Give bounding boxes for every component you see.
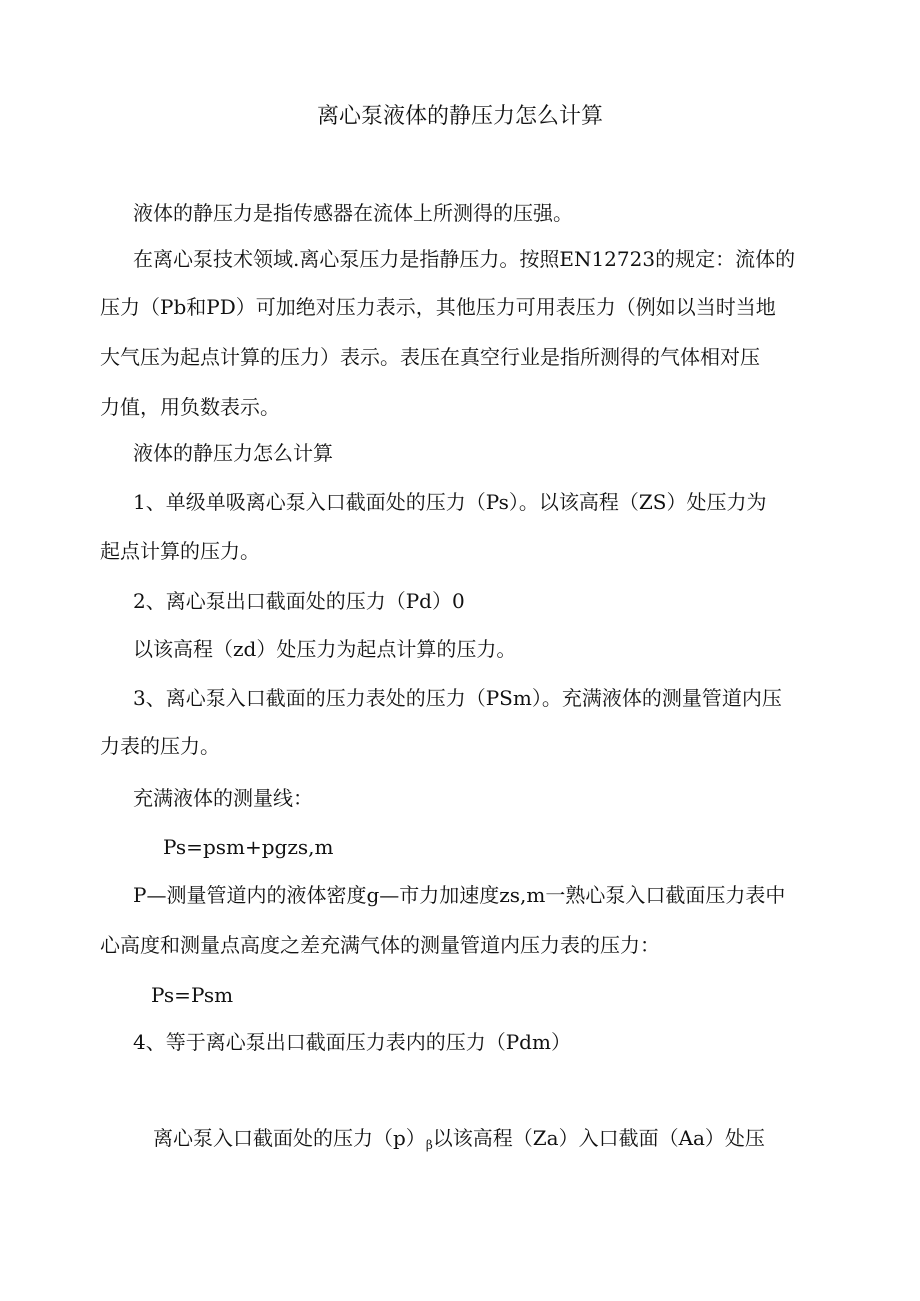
paragraph-line: 大气压为起点计算的压力）表示。表压在真空行业是指所测得的气体相对压 bbox=[100, 345, 760, 369]
paragraph-line: 在离心泵技术领域.离心泵压力是指静压力。按照EN12723的规定：流体的 bbox=[133, 247, 796, 271]
paragraph-line: 力表的压力。 bbox=[100, 734, 220, 758]
last-line-after: 以该高程（Za）入口截面（Aa）处压 bbox=[432, 1126, 765, 1150]
formula-line: Ps=psm+pgzs,m bbox=[163, 835, 334, 859]
paragraph-line: 力值，用负数表示。 bbox=[100, 395, 280, 419]
last-line-before: 离心泵入口截面处的压力（p） bbox=[153, 1126, 426, 1150]
paragraph-line: 1、单级单吸离心泵入口截面处的压力（Ps）。以该高程（ZS）处压力为 bbox=[133, 490, 767, 514]
paragraph-line: 3、离心泵入口截面的压力表处的压力（PSm）。充满液体的测量管道内压 bbox=[133, 686, 782, 710]
paragraph-line-last bbox=[153, 1126, 765, 1157]
paragraph-line: 充满液体的测量线： bbox=[133, 786, 313, 810]
paragraph-line: 压力（Pb和PD）可加绝对压力表示，其他压力可用表压力（例如以当时当地 bbox=[100, 295, 776, 319]
formula-line: Ps=Psm bbox=[151, 983, 234, 1007]
paragraph-line: 液体的静压力是指传感器在流体上所测得的压强。 bbox=[133, 201, 573, 225]
paragraph-line: P—测量管道内的液体密度g—市力加速度zs,m一熟心泵入口截面压力表中 bbox=[133, 883, 786, 907]
paragraph-line: 以该高程（zd）处压力为起点计算的压力。 bbox=[133, 637, 517, 661]
paragraph-line: 液体的静压力怎么计算 bbox=[133, 441, 333, 465]
subscript: β bbox=[425, 1138, 433, 1152]
paragraph-line: 2、离心泵出口截面处的压力（Pd）0 bbox=[133, 589, 465, 613]
paragraph-line: 4、等于离心泵出口截面压力表内的压力（Pdm） bbox=[133, 1030, 571, 1054]
paragraph-line: 起点计算的压力。 bbox=[100, 539, 260, 563]
document-title: 离心泵液体的静压力怎么计算 bbox=[316, 104, 603, 129]
paragraph-line: 心高度和测量点高度之差充满气体的测量管道内压力表的压力： bbox=[100, 933, 660, 957]
